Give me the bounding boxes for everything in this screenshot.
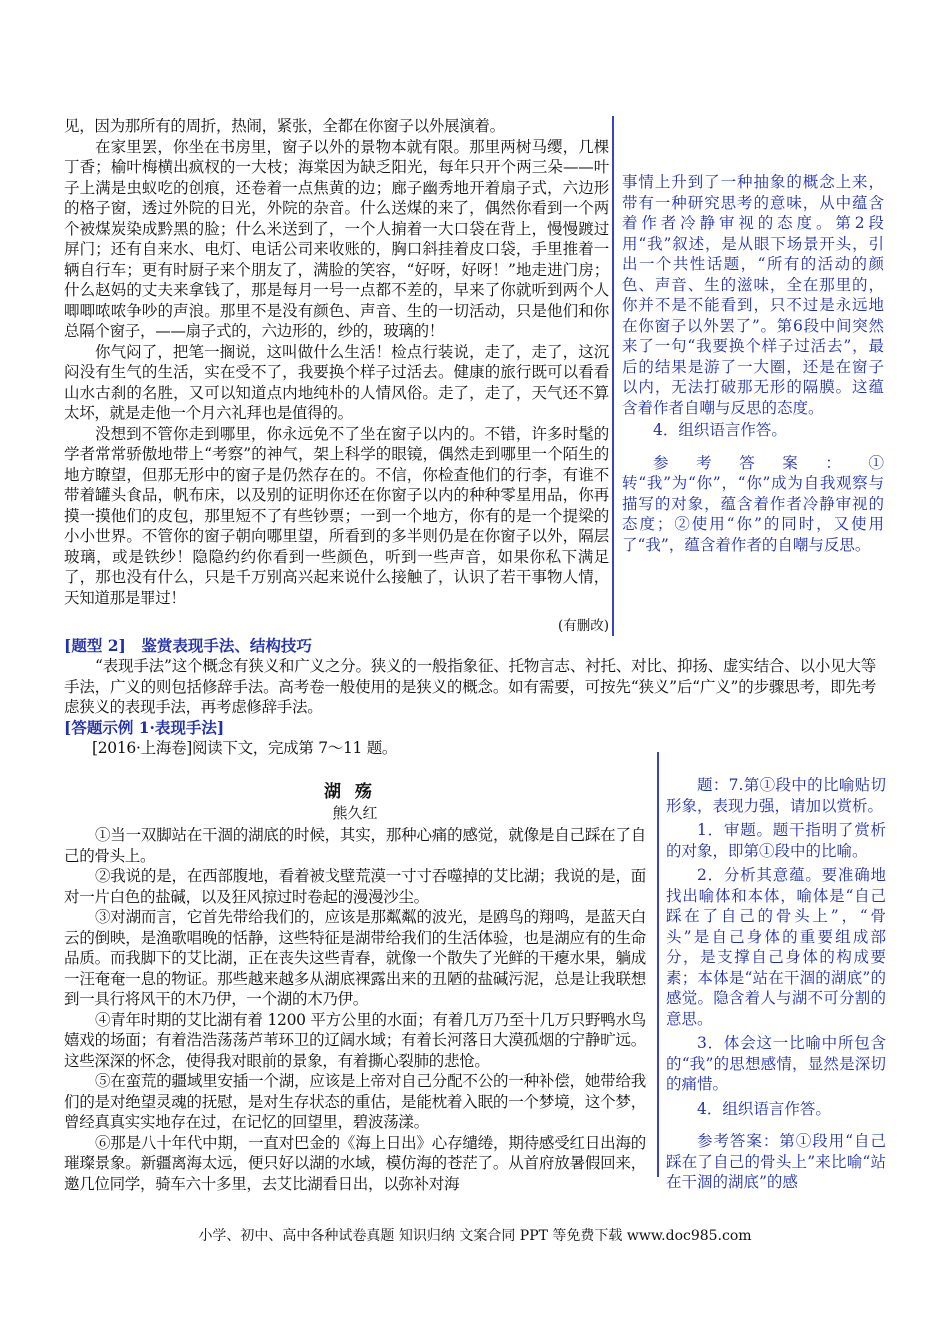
analysis-step-1: 1．审题。题干指明了赏析的对象，即第①段中的比喻。: [666, 821, 886, 860]
passage-paragraph: 见，因为那所有的周折，热闹，紧张，全都在你窗子以外展演着。: [64, 117, 505, 135]
question-type-section: [64, 636, 884, 758]
essay-paragraph: ⑤在蛮荒的疆域里安插一个湖，应该是上帝对自己分配不公的一种补偿，她带给我们的是对绝望灵魂的抚慰，是对生存状态的重估，是能枕着入眠的一个梦境，这个梦，曾经真真实实地存在过，在记忆的回望里，碧波荡漾。: [64, 1072, 646, 1131]
task-instruction: [2016·上海卷]阅读下文，完成第 7～11 题。: [92, 738, 398, 757]
essay-paragraph: ⑥那是八十年代中期，一直对巴金的《海上日出》心存缱绻，期待感受红日出海的璀璨景象。新疆离海太远，便只好以湖的水域，模仿海的苍茫了。从首府放暑假回来，邀几位同学，骑车六十多里，去艾比湖看日出，以弥补对海: [64, 1133, 646, 1193]
reading-passage-top: [64, 116, 609, 634]
analysis-step-4: 4．组织语言作答。: [653, 421, 787, 439]
question-type-label: [题型 2] 鉴赏表现手法、结构技巧: [64, 636, 312, 655]
essay-title: 湖殇: [324, 782, 386, 802]
divider-line-top: [612, 116, 614, 636]
analysis-column-top: [622, 172, 884, 555]
essay-passage: [64, 775, 646, 1194]
analysis-step-3: 3．体会这一比喻中所包含的“我”的思想感情，显然是深切的痛惜。: [666, 1034, 886, 1093]
divider-line-bottom: [657, 752, 659, 1177]
reference-answer: 参考答案：①转“我”为“你”，“你”成为自我观察与描写的对象，蕴含着作者冷静审视的态度；②使用“你”的同时，又使用了“我”，蕴含着作者的自嘲与反思。: [622, 453, 884, 554]
analysis-column-bottom: [666, 775, 886, 1193]
essay-paragraph: ②我说的是，在西部腹地，看着被戈壁荒漠一寸寸吞噬掉的艾比湖；我说的是，面对一片白色的盐碱，以及狂风掠过时卷起的漫漫沙尘。: [64, 867, 646, 906]
reference-answer: 参考答案：第①段用“自己踩在了自己的骨头上”来比喻“站在干涸的湖底”的感: [666, 1132, 886, 1191]
analysis-step-4: 4．组织语言作答。: [697, 1099, 831, 1118]
essay-paragraph: ④青年时期的艾比湖有着 1200 平方公里的水面；有着几万乃至十几万只野鸭水鸟嬉戏的场面；有着浩浩荡荡芦苇环卫的辽阔水域；有着长河落日大漠孤烟的宁静旷远。这些深深的怀念，使得我对眼前的景象，有着撕心裂肺的悲怆。: [64, 1010, 646, 1070]
page-footer: 小学、初中、高中各种试卷真题 知识归纳 文案合同 PPT 等免费下载 www.doc985.com: [198, 1228, 752, 1244]
passage-paragraph: 在家里罢，你坐在书房里，窗子以外的景物本就有限。那里两树马缨，几棵丁香；榆叶梅横出疯杈的一大枝；海棠因为缺乏阳光，每年只开个两三朵——叶子上满是虫蚁吃的创痕，还卷着一点焦黄的边；廊子幽秀地开着扇子式，六边形的格子窗，透过外院的日光，外院的杂音。什么送煤的来了，偶然你看到一个两个被煤炭染成黔黑的脸；什么米送到了，一个人掮着一大口袋在背上，慢慢踱过屏门；还有自来水、电灯、电话公司来收账的，胸口斜挂着皮口袋，手里推着一辆自行车；更有时厨子来个朋友了，满脸的笑容，“好呀，好呀！”地走进门房；什么赵妈的丈夫来拿钱了，那是每月一号一点都不差的，早来了你就听到两个人唧唧哝哝争吵的声浪。那里不是没有颜色、声音、生的一切活动，只是他们和你总隔个窗子，——扇子式的，六边形的，纱的，玻璃的！: [64, 137, 609, 340]
analysis-text: 事情上升到了一种抽象的概念上来，带有一种研究思考的意味，从中蕴含着作者冷静审视的态度。第2段用“我”叙述，是从眼下场景开头，引出一个共性话题，“所有的活动的颜色、声音、生的滋味，全在那里的，你并不是不能看到，只不过是永远地在你窗子以外罢了”。第6段中间突然来了一句“我要换个样子过活去”，最后的结果是游了一大圈，还是在窗子以内，无法打破那无形的隔膜。这蕴含着作者自嘲与反思的态度。: [622, 173, 884, 417]
essay-paragraph: ③对湖而言，它首先带给我们的，应该是那粼粼的波光，是鸥鸟的翔鸣，是蓝天白云的倒映，是渔歌唱晚的恬静，这些特征是湖带给我们的生活体验，也是湖应有的生命品质。而我脚下的艾比湖，正在丧失这些青春，就像一个散失了光鲜的干瘪水果，躺成一汪奄奄一息的物证。那些越来越多从湖底裸露出来的丑陋的盐碱污泥，总是让我联想到一具行将风干的木乃伊，一个湖的木乃伊。: [64, 908, 646, 1008]
essay-paragraph: ①当一双脚站在干涸的湖底的时候，其实，那种心痛的感觉，就像是自己踩在了自己的骨头上。: [64, 826, 646, 865]
section-intro: “表现手法”这个概念有狭义和广义之分。狭义的一般指象征、托物言志、衬托、对比、抑扬、虚实结合、以小见大等手法，广义的则包括修辞手法。高考卷一般使用的是狭义的概念。如有需要，可按先“狭义”后“广义”的步骤思考，即先考虑狭义的表现手法，再考虑修辞手法。: [64, 657, 876, 716]
passage-paragraph: 没想到不管你走到哪里，你永远免不了坐在窗子以内的。不错，许多时髦的学者常常骄傲地带上“考察”的神气，架上科学的眼镜，偶然走到哪里一个陌生的地方瞭望，但那无形中的窗子是仍然存在的。不信，你检查他们的行李，有谁不带着罐头食品，帆布床，以及别的证明你还在你窗子以内的种种零星用品，你再摸一摸他们的皮包，那里短不了有些钞票；一到一个地方，你有的是一个提梁的小小世界。不管你的窗子朝向哪里望，所看到的多半则仍是在你窗子以外，隔层玻璃，或是铁纱！隐隐约约你看到一些颜色，听到一些声音，如果你私下满足了，那也没有什么，只是千万别高兴起来说什么接触了，认识了若干事物人情，天知道那是罪过！: [64, 424, 609, 607]
analysis-step-2: 2．分析其意蕴。要准确地找出喻体和本体，喻体是“自己踩在了自己的骨头上”，“骨头”是自己身体的重要组成部分，是支撑自己身体的构成要素；本体是“站在干涸的湖底”的感觉。隐含着人与湖不可分割的意思。: [666, 866, 886, 1028]
passage-paragraph: 你气闷了，把笔一搁说，这叫做什么生活！检点行装说，走了，走了，这沉闷没有生气的生活，实在受不了，我要换个样子过活去。健康的旅行既可以看看山水古刹的名胜，又可以知道点内地纯朴的人情风俗。走了，走了，天气还不算太坏，就是走他一个月六礼拜也是值得的。: [64, 342, 609, 422]
question-7: 题：7.第①段中的比喻贴切形象，表现力强，请加以赏析。: [666, 776, 886, 815]
example-label: [答题示例 1·表现手法]: [64, 717, 225, 737]
essay-author: 熊久红: [332, 804, 378, 822]
source-note: (有删改): [557, 618, 609, 634]
